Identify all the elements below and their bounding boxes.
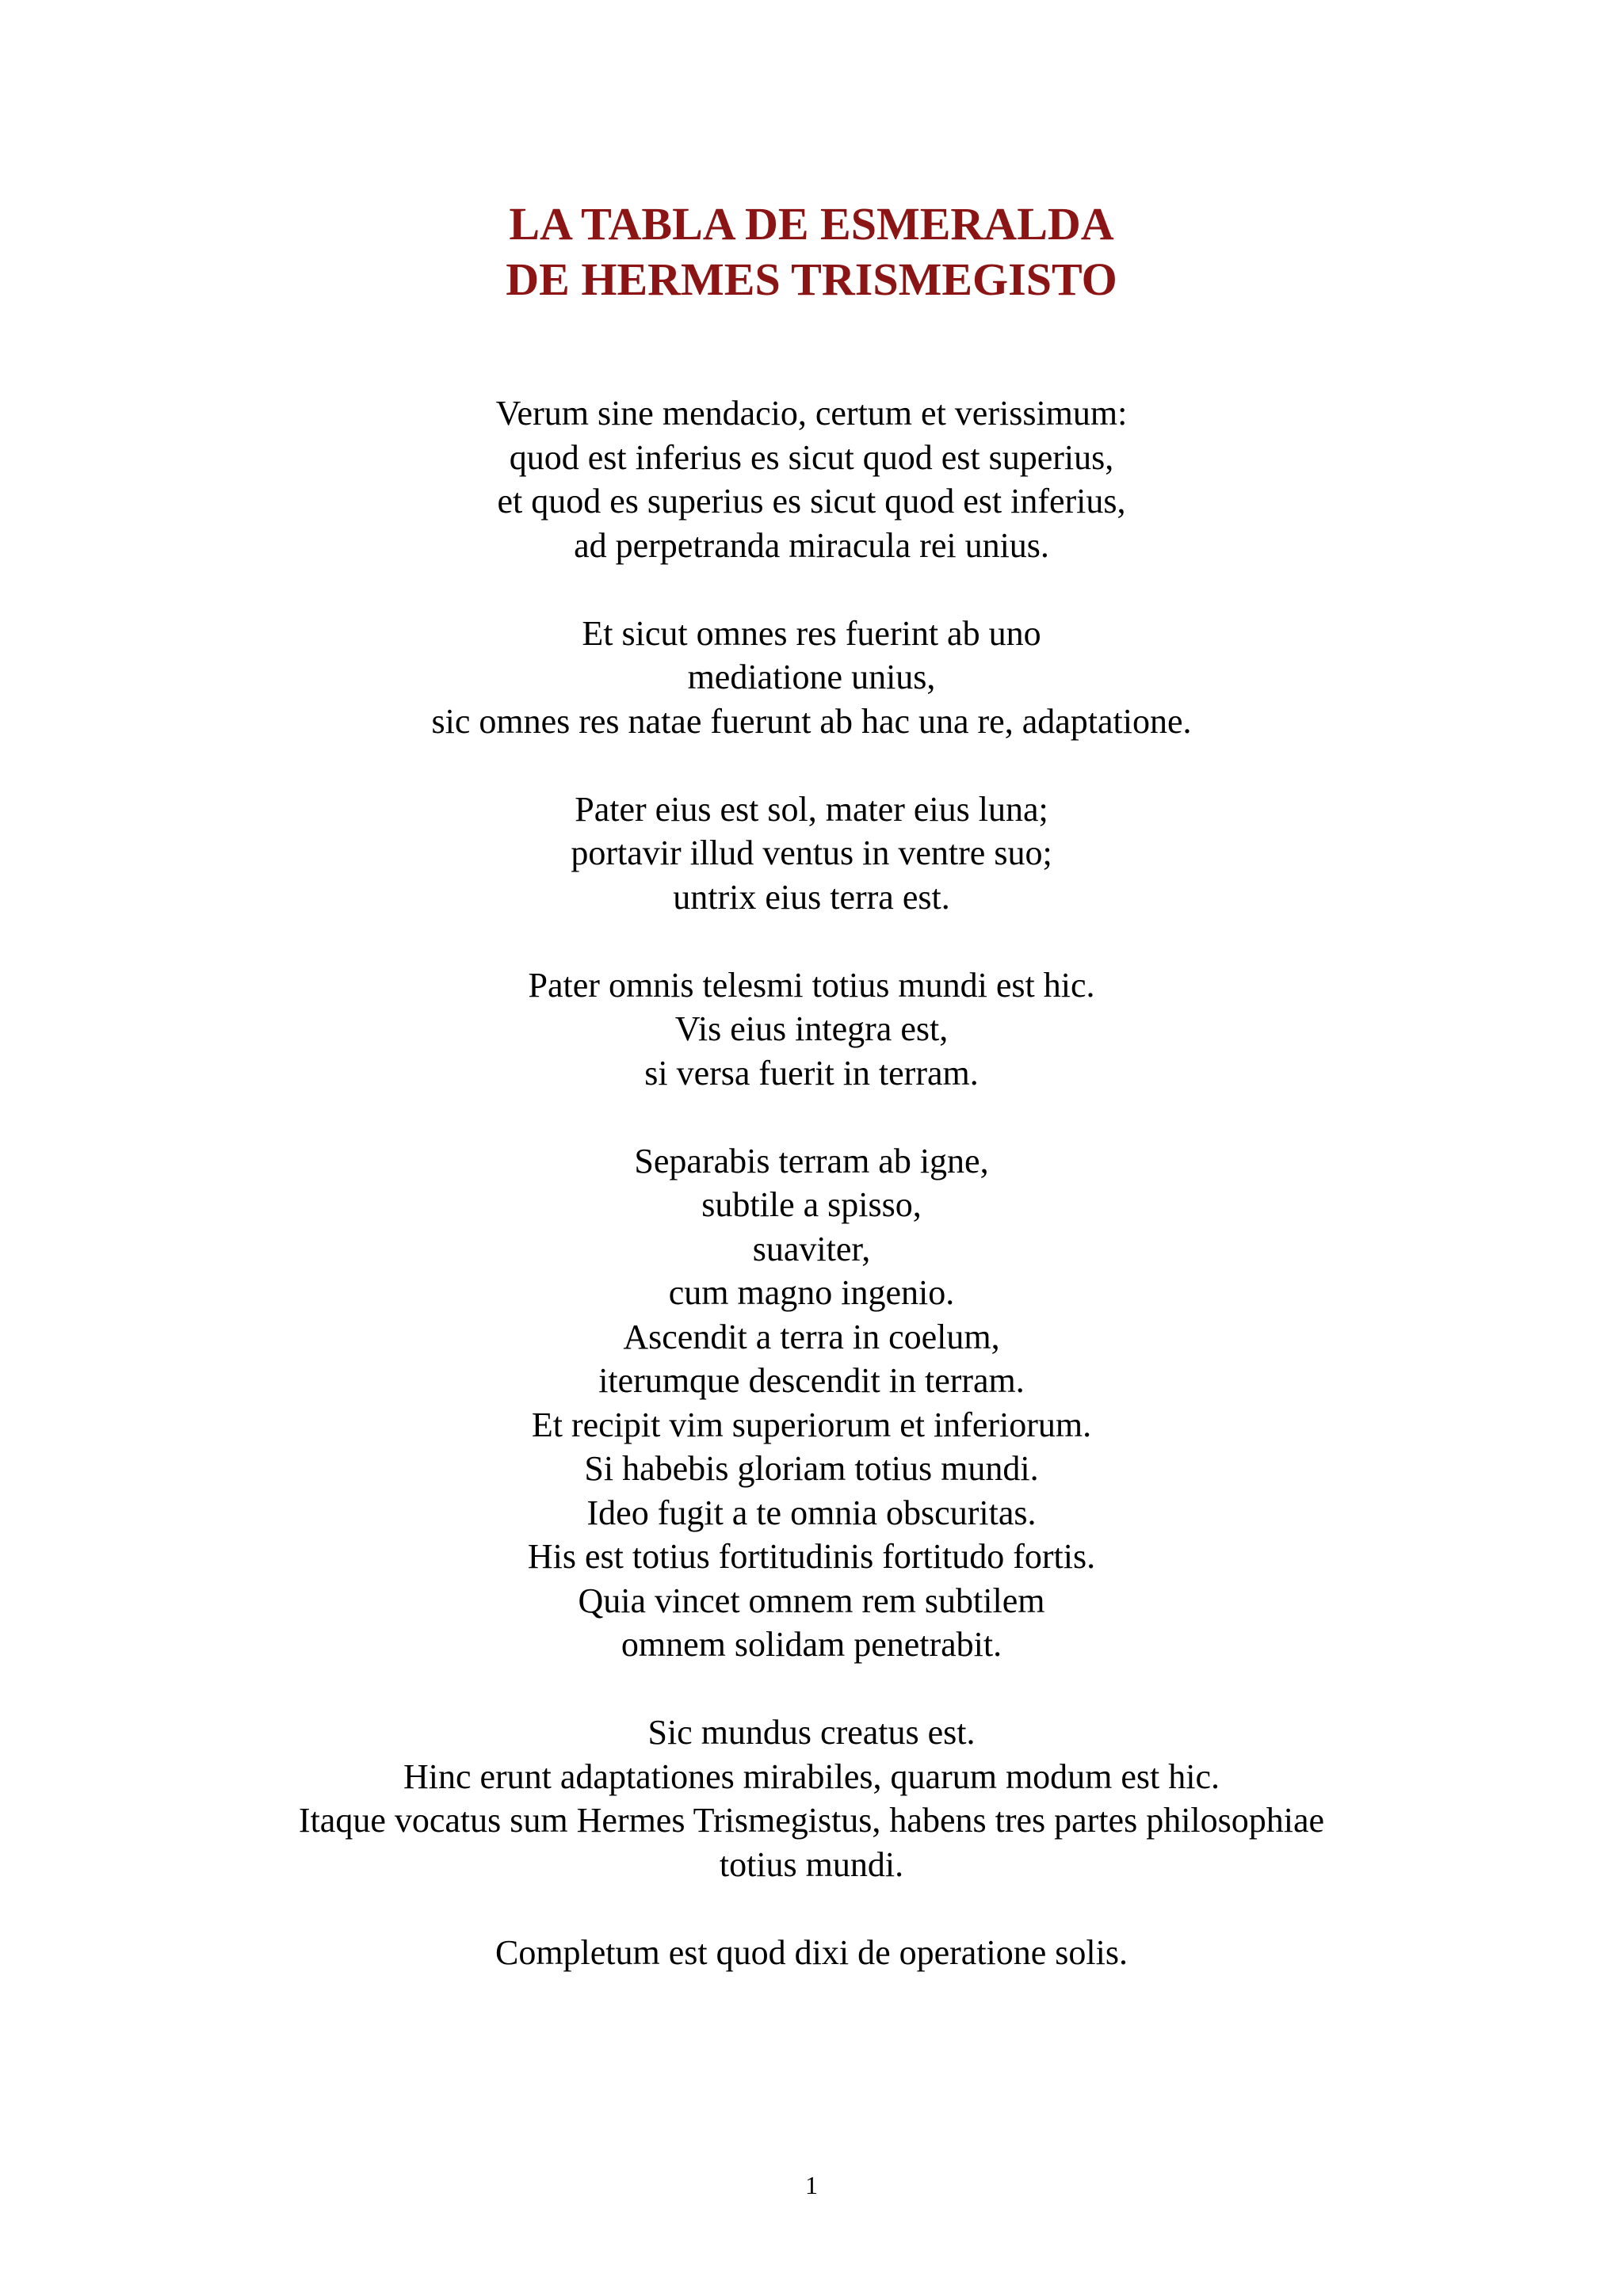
page-number: 1: [805, 2171, 818, 2199]
verse-line: Hinc erunt adaptationes mirabiles, quarum modum est hic.: [403, 1756, 1220, 1796]
verse-line: quod est inferius es sicut quod est superius,: [509, 437, 1114, 477]
verse-line: Et recipit vim superiorum et inferiorum.: [531, 1405, 1092, 1444]
verse-line: et quod es superius es sicut quod est inferius,: [497, 482, 1126, 521]
stanza: [0, 963, 1623, 1096]
document-title: [0, 196, 1623, 307]
verse-line: iterumque descendit in terram.: [598, 1361, 1025, 1400]
verse-line: untrix eius terra est.: [673, 877, 950, 917]
verse-line: Completum est quod dixi de operatione solis.: [495, 1932, 1128, 1972]
stanza: [0, 1931, 1623, 1975]
stanza: [0, 612, 1623, 744]
stanza: [0, 1711, 1623, 1886]
verse-line: Si habebis gloriam totius mundi.: [584, 1449, 1039, 1488]
verse-line: Ascendit a terra in coelum,: [623, 1317, 1000, 1356]
verse-line: Et sicut omnes res fuerint ab uno: [582, 613, 1041, 653]
verse-line: His est totius fortitudinis fortitudo fortis.: [527, 1537, 1096, 1576]
verse-line: cum magno ingenio.: [668, 1273, 955, 1312]
verse-line: Quia vincet omnem rem subtilem: [578, 1581, 1045, 1620]
verse-line: Pater omnis telesmi totius mundi est hic.: [528, 965, 1095, 1005]
title-line-2: DE HERMES TRISMEGISTO: [506, 254, 1117, 305]
verse-line: suaviter,: [752, 1229, 871, 1268]
verse-line: ad perpetranda miracula rei unius.: [574, 525, 1049, 565]
verse-line: Separabis terram ab igne,: [634, 1141, 989, 1180]
document-body: [0, 391, 1623, 2019]
stanza: [0, 391, 1623, 567]
verse-line: subtile a spisso,: [701, 1185, 922, 1224]
verse-line: Ideo fugit a te omnia obscuritas.: [586, 1493, 1037, 1532]
verse-line: mediatione unius,: [687, 658, 936, 696]
verse-line: Verum sine mendacio, certum et verissimum:: [495, 394, 1128, 433]
stanza: [0, 1139, 1623, 1667]
verse-line: Itaque vocatus sum Hermes Trismegistus, habens tres partes philosophiae: [298, 1801, 1325, 1840]
verse-line: totius mundi.: [719, 1844, 904, 1884]
verse-line: Sic mundus creatus est.: [647, 1713, 976, 1752]
verse-line: omnem solidam penetrabit.: [621, 1625, 1002, 1664]
title-line-1: LA TABLA DE ESMERALDA: [509, 198, 1114, 250]
verse-line: portavir illud ventus in ventre suo;: [571, 833, 1052, 872]
verse-line: sic omnes res natae fuerunt ab hac una re, adaptatione.: [431, 701, 1192, 741]
verse-line: Vis eius integra est,: [674, 1009, 949, 1048]
verse-line: Pater eius est sol, mater eius luna;: [575, 789, 1048, 829]
stanza: [0, 788, 1623, 920]
verse-line: si versa fuerit in terram.: [644, 1053, 979, 1093]
